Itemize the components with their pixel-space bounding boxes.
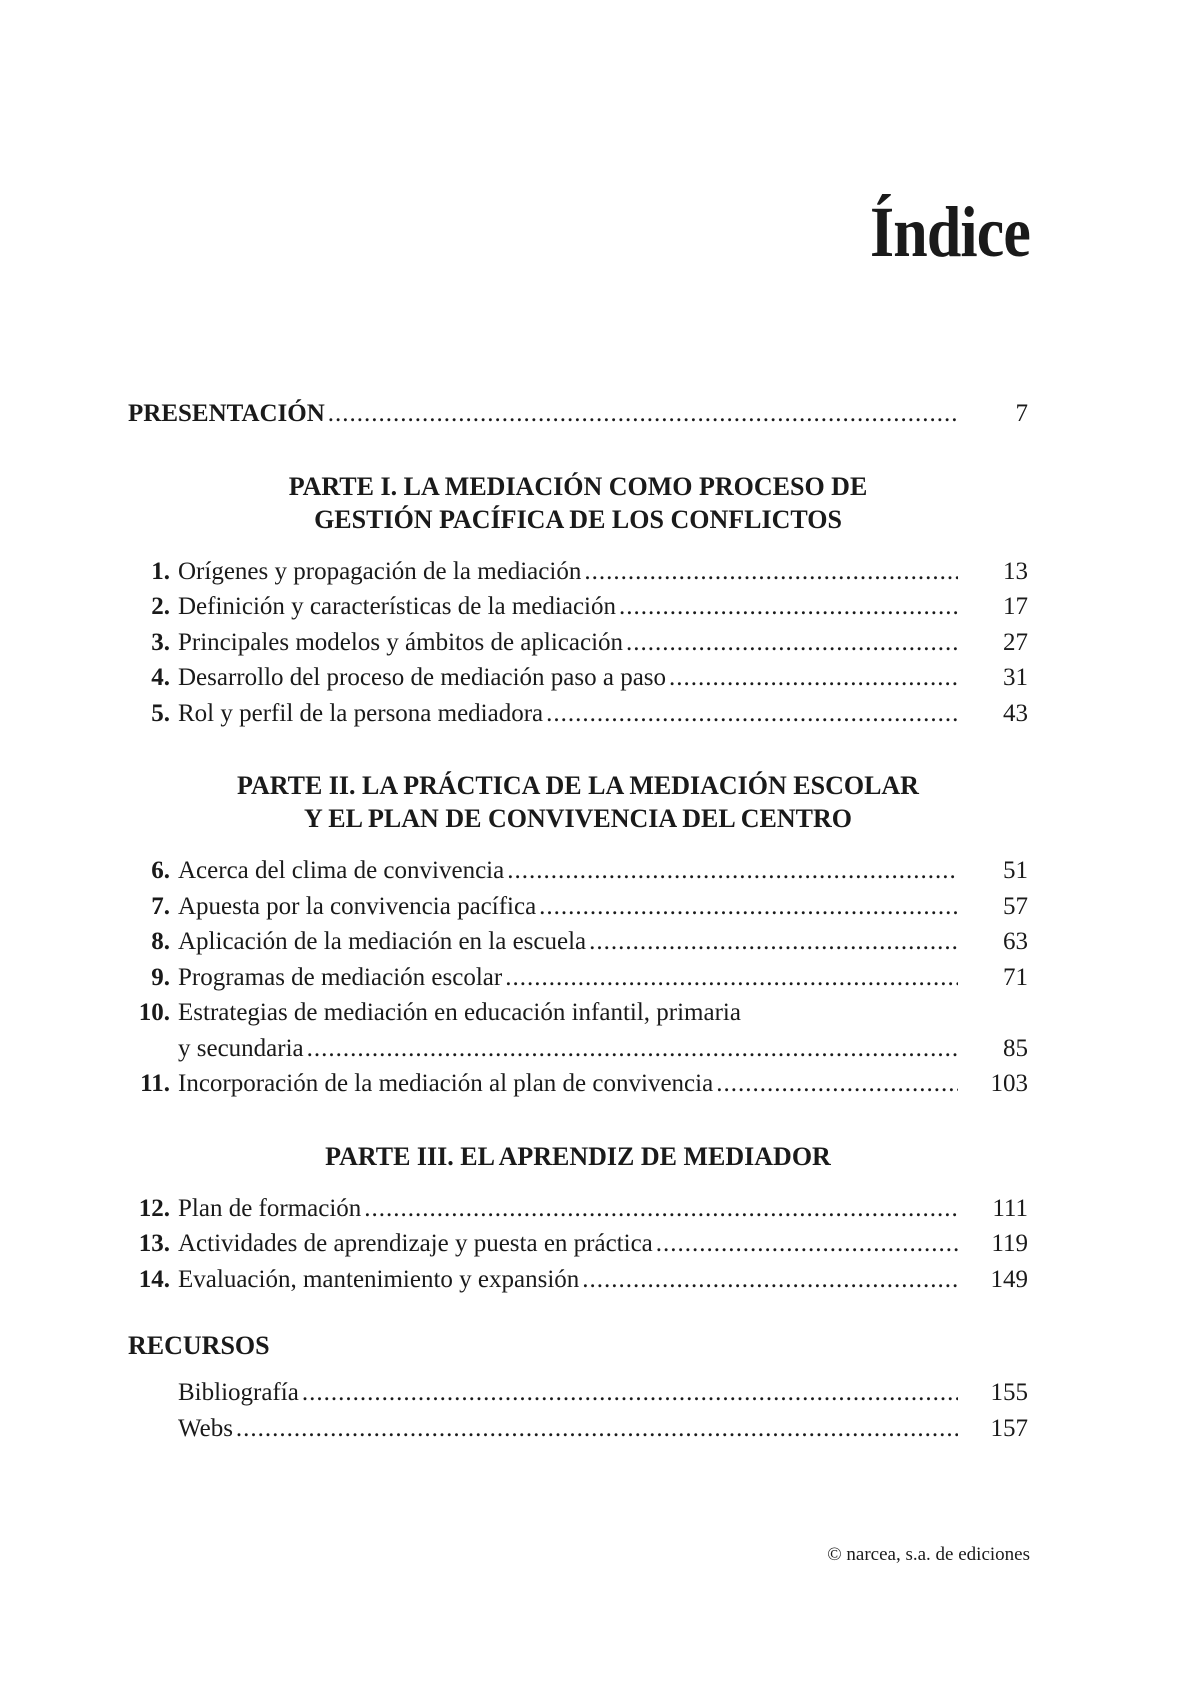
toc-entry-chapter-9[interactable] [128,964,1028,1000]
toc-entry-chapter-5[interactable] [128,700,1028,736]
toc-entry-chapter-2[interactable] [128,593,1028,629]
part-2-title [128,769,1028,835]
resource-title: Webs [178,1414,233,1442]
dot-leader [364,1195,958,1223]
chapter-number: 9. [151,963,170,991]
dot-leader [505,964,958,992]
toc-entry-label: PRESENTACIÓN [128,400,325,427]
dot-leader [546,700,958,728]
dot-leader [656,1230,958,1258]
toc-entry-chapter-7[interactable] [128,893,1028,929]
chapter-number: 10. [138,999,170,1026]
toc-page-number: 111 [992,1194,1028,1222]
toc-entry-chapter-6[interactable] [128,857,1028,893]
dot-leader [582,1266,958,1294]
chapter-number: 3. [151,628,170,656]
toc-entry-chapter-11[interactable] [128,1070,1028,1106]
toc-entry-chapter-12[interactable] [128,1195,1028,1231]
chapter-title: Principales modelos y ámbitos de aplicación [178,628,624,656]
toc-page-number: 17 [1003,593,1028,620]
chapter-title: Acerca del clima de convivencia [178,857,505,884]
toc-entry-presentation[interactable] [128,400,1028,436]
chapter-title: Orígenes y propagación de la mediación [178,557,582,585]
dot-leader [589,928,958,956]
chapter-number: 12. [138,1194,170,1222]
part-3-title [128,1140,1028,1173]
part-title-line: GESTIÓN PACÍFICA DE LOS CONFLICTOS [314,504,842,534]
chapter-number: 11. [140,1070,170,1097]
chapter-title: Actividades de aprendizaje y puesta en práctica [178,1230,653,1257]
dot-leader [584,558,958,586]
toc-entry-chapter-13[interactable] [128,1230,1028,1266]
toc-entry-chapter-4[interactable] [128,664,1028,700]
part-title-line: PARTE II. LA PRÁCTICA DE LA MEDIACIÓN ESCOLAR [237,771,919,800]
part-title-line: PARTE III. EL APRENDIZ DE MEDIADOR [325,1141,831,1171]
toc-page-number: 155 [990,1379,1028,1406]
toc-page-number: 103 [990,1070,1028,1097]
toc-entry-webs[interactable] [128,1415,1028,1451]
dot-leader [507,857,958,885]
chapter-title: Evaluación, mantenimiento y expansión [178,1265,580,1293]
toc-page-number: 51 [1003,857,1028,884]
chapter-number: 14. [138,1265,170,1293]
toc-page-number: 85 [1003,1034,1028,1062]
resources-heading: RECURSOS [128,1331,270,1360]
dot-leader [539,893,958,921]
dot-leader [716,1070,958,1098]
chapter-number: 2. [151,593,170,620]
toc-page-number: 43 [1003,699,1028,727]
part-title-line: Y EL PLAN DE CONVIVENCIA DEL CENTRO [303,804,853,833]
toc-entry-chapter-8[interactable] [128,928,1028,964]
dot-leader [328,400,958,428]
chapter-title: Programas de mediación escolar [178,963,503,991]
toc-page-number: 57 [1003,892,1028,920]
toc-entry-chapter-14[interactable] [128,1266,1028,1302]
toc-entry-chapter-10[interactable] [128,999,1028,1035]
copyright-notice: © narcea, s.a. de ediciones [827,1544,1030,1565]
chapter-title: Aplicación de la mediación en la escuela [178,928,587,955]
toc-page-number: 157 [990,1414,1028,1442]
toc-page-number: 7 [1015,400,1028,427]
dot-leader [302,1379,958,1407]
dot-leader [669,664,958,692]
toc-entry-chapter-10-continued[interactable] [128,1035,1028,1071]
chapter-title: Incorporación de la mediación al plan de convivencia [178,1070,714,1097]
chapter-title: Rol y perfil de la persona mediadora [178,699,544,727]
resource-title: Bibliografía [178,1379,299,1406]
dot-leader [236,1415,958,1443]
page-title: Índice [870,192,1030,272]
toc-entry-chapter-1[interactable] [128,558,1028,594]
dot-leader [626,629,958,657]
toc-page-number: 13 [1003,557,1028,585]
toc-page-number: 27 [1003,628,1028,656]
toc-entry-bibliography[interactable] [128,1379,1028,1415]
chapter-number: 8. [151,928,170,955]
chapter-title: Estrategias de mediación en educación infantil, primaria [178,999,741,1026]
chapter-number: 5. [151,699,170,727]
chapter-number: 1. [151,557,170,585]
chapter-title: Definición y características de la mediación [178,593,616,620]
toc-page-number: 63 [1003,928,1028,955]
part-title-line: PARTE I. LA MEDIACIÓN COMO PROCESO DE [288,471,868,501]
chapter-number: 13. [138,1230,170,1257]
chapter-title: Plan de formación [178,1194,362,1222]
table-of-contents [128,400,1028,1450]
chapter-number: 6. [151,857,170,884]
chapter-title: Desarrollo del proceso de mediación paso a paso [178,664,667,691]
chapter-title-continued: y secundaria [178,1034,304,1062]
toc-page-number: 71 [1003,963,1028,991]
dot-leader [307,1035,958,1063]
dot-leader [619,593,958,621]
part-1-title [128,470,1028,536]
toc-entry-chapter-3[interactable] [128,629,1028,665]
chapter-title: Apuesta por la convivencia pacífica [178,892,537,920]
toc-page-number: 149 [990,1265,1028,1293]
chapter-number: 7. [151,892,170,920]
chapter-number: 4. [151,664,170,691]
toc-page-number: 31 [1003,664,1028,691]
toc-page-number: 119 [991,1230,1028,1257]
